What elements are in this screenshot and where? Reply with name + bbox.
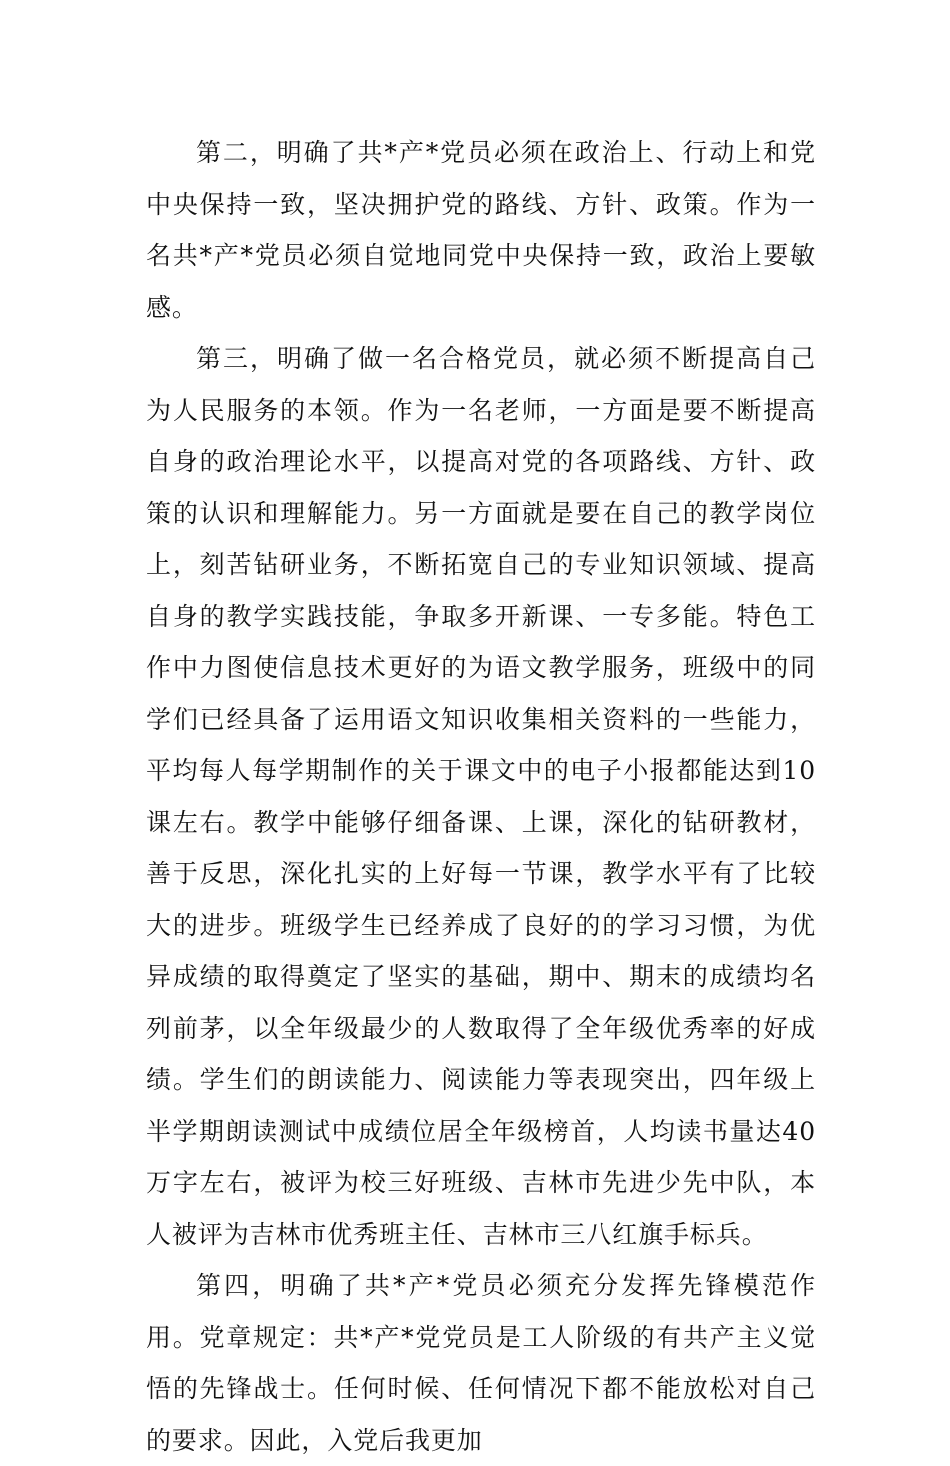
paragraph-second-point: 第二，明确了共*产*党员必须在政治上、行动上和党中央保持一致，坚决拥护党的路线、方针、政策。作为一名共*产*党员必须自觉地同党中央保持一致，政治上要敏感。: [146, 138, 816, 322]
paragraph-third-point: 第三，明确了做一名合格党员，就必须不断提高自己为人民服务的本领。作为一名老师，一方面是要不断提高自身的政治理论水平，以提高对党的各项路线、方针、政策的认识和理解能力。另一方面就是要在自己的教学岗位上，刻苦钻研业务，不断拓宽自己的专业知识领域、提高自身的教学实践技能，争取多开新课、一专多能。特色工作中力图使信息技术更好的为语文教学服务，班级中的同学们已经具备了运用语文知识收集相关资料的一些能力，平均每人每学期制作的关于课文中的电子小报都能达到10课左右。教学中能够仔细备课、上课，深化的钻研教材，善于反思，深化扎实的上好每一节课，教学水平有了比较大的进步。班级学生已经养成了良好的的学习习惯，为优异成绩的取得奠定了坚实的基础，期中、期末的成绩均名列前茅，以全年级最少的人数取得了全年级优秀率的好成绩。学生们的朗读能力、阅读能力等表现突出，四年级上半学期朗读测试中成绩位居全年级榜首，人均读书量达40万字左右，被评为校三好班级、吉林市先进少先中队，本人被评为吉林市优秀班主任、吉林市三八红旗手标兵。: [146, 344, 816, 1249]
paragraph-fourth-point: 第四，明确了共*产*党员必须充分发挥先锋模范作用。党章规定：共*产*党党员是工人阶级的有共产主义觉悟的先锋战士。任何时候、任何情况下都不能放松对自己的要求。因此，入党后我更加: [146, 1271, 816, 1455]
document-body: [146, 127, 816, 1466]
